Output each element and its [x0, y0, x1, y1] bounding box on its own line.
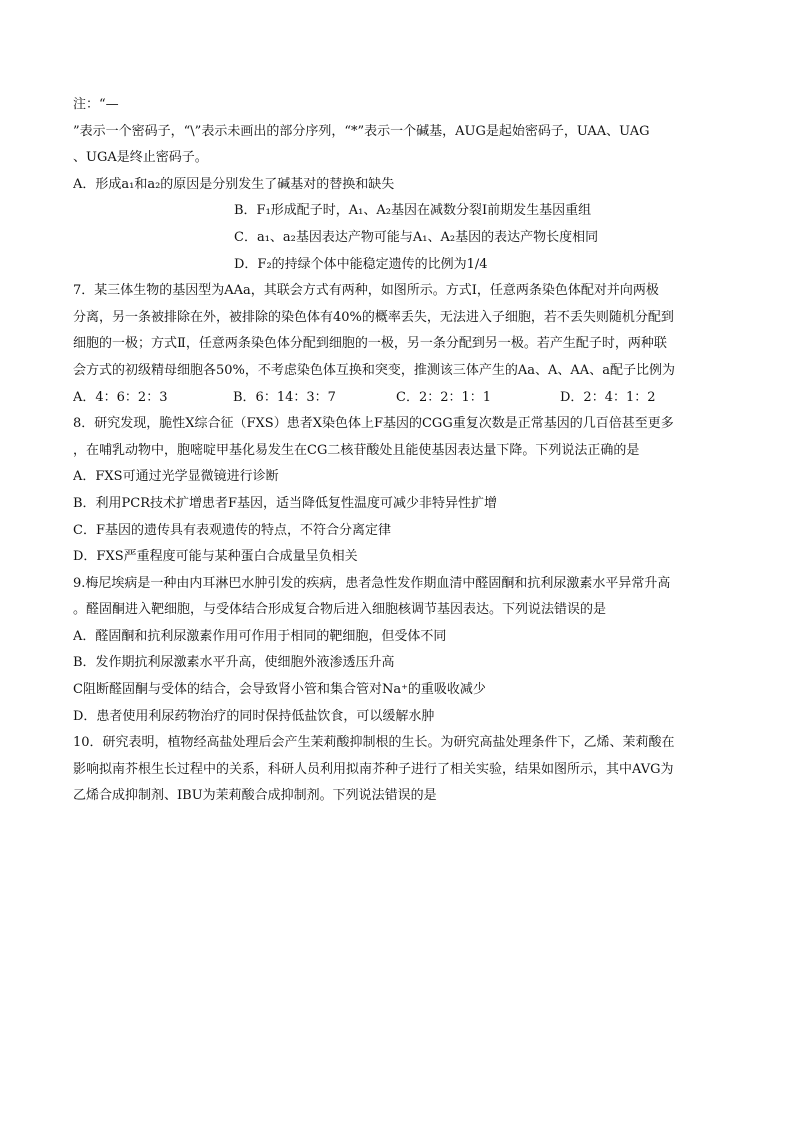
q9-option-b: B．发作期抗利尿激素水平升高，使细胞外液渗透压升高: [73, 655, 395, 671]
q7-option-b: B．6：14：3：7: [233, 389, 336, 405]
q9-option-c: C阻断醛固酮与受体的结合，会导致肾小管和集合管对Na⁺的重吸收减少: [73, 682, 486, 698]
q10-stem-line-3: 乙烯合成抑制剂、IBU为茉莉酸合成抑制剂。下列说法错误的是: [73, 788, 437, 804]
q9-option-a: A．醛固酮和抗利尿激素作用可作用于相同的靶细胞，但受体不同: [73, 628, 447, 644]
exam-page: [73, 92, 723, 810]
q8-option-a: A．FXS可通过光学显微镜进行诊断: [73, 469, 279, 485]
q7-stem-line-4: 会方式的初级精母细胞各50%，不考虑染色体互换和突变，推测该三体产生的Aa、A、AA、a配子比例为: [73, 362, 675, 378]
q9-stem-line-1: 9.梅尼埃病是一种由内耳淋巴水肿引发的疾病，患者急性发作期血清中醛固酮和抗利尿激素水平异常升高: [73, 575, 671, 591]
q10-stem-line-1: 10．研究表明，植物经高盐处理后会产生茉莉酸抑制根的生长。为研究高盐处理条件下，乙烯、茉莉酸在: [73, 735, 675, 751]
q6-option-a: A．形成a₁和a₂的原因是分别发生了碱基对的替换和缺失: [73, 176, 395, 192]
note-line-2: ”表示一个密码子，“\”表示未画出的部分序列，“*”表示一个碱基，AUG是起始密码子，UAA、UAG: [73, 123, 650, 139]
q8-stem-line-1: 8．研究发现，脆性X综合征（FXS）患者X染色体上F基因的CGG重复次数是正常基因的几百倍甚至更多: [73, 416, 674, 432]
q7-stem-line-3: 细胞的一极；方式Ⅱ，任意两条染色体分配到细胞的一极，另一条分配到另一极。若产生配子时，两种联: [73, 336, 667, 352]
q6-option-d: D．F₂的持绿个体中能稳定遗传的比例为1/4: [234, 256, 488, 272]
q8-stem-line-2: ，在哺乳动物中，胞嘧啶甲基化易发生在CG二核苷酸处且能使基因表达量下降。下列说法正确的是: [73, 442, 640, 458]
q10-stem-line-2: 影响拟南芥根生长过程中的关系，科研人员利用拟南芥种子进行了相关实验，结果如图所示，其中AVG为: [73, 761, 674, 777]
q7-stem-line-2: 分离，另一条被排除在外，被排除的染色体有40%的概率丢失，无法进入子细胞，若不丢失则随机分配到: [73, 309, 674, 325]
q7-option-d: D．2：4：1：2: [560, 389, 656, 405]
q8-option-c: C．F基因的遗传具有表观遗传的特点，不符合分离定律: [73, 522, 391, 538]
q9-stem-line-2: 。醛固酮进入靶细胞，与受体结合形成复合物后进入细胞核调节基因表达。下列说法错误的是: [73, 602, 607, 618]
q6-option-c: C．a₁、a₂基因表达产物可能与A₁、A₂基因的表达产物长度相同: [234, 229, 599, 245]
q7-stem-line-1: 7．某三体生物的基因型为AAa，其联会方式有两种，如图所示。方式Ⅰ，任意两条染色体配对并向两极: [73, 283, 659, 299]
q8-option-d: D．FXS严重程度可能与某种蛋白合成量呈负相关: [73, 549, 358, 565]
q7-option-a: A．4：6：2：3: [73, 389, 168, 405]
note-line-1: 注：“—: [73, 97, 119, 112]
q9-option-d: D．患者使用利尿药物治疗的同时保持低盐饮食，可以缓解水肿: [73, 708, 435, 724]
q7-options: [73, 385, 723, 412]
note-line-3: 、UGA是终止密码子。: [73, 150, 208, 166]
q8-option-b: B．利用PCR技术扩增患者F基因，适当降低复性温度可减少非特异性扩增: [73, 495, 498, 511]
q7-option-c: C．2：2：1：1: [396, 389, 492, 405]
q6-option-b: B．F₁形成配子时，A₁、A₂基因在减数分裂Ⅰ前期发生基因重组: [234, 203, 592, 219]
